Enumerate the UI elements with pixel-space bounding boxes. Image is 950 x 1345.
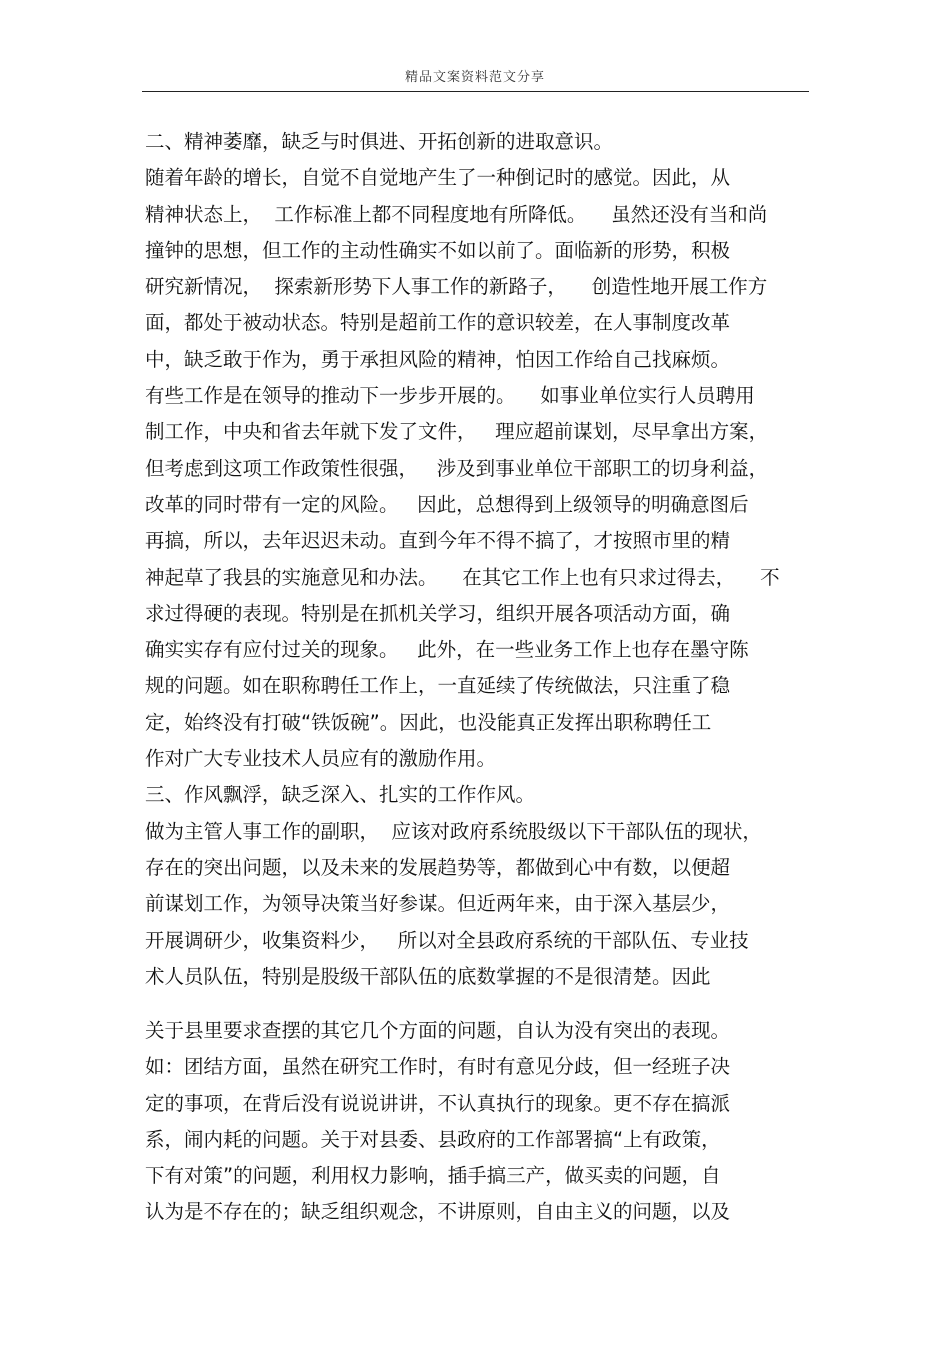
text-line: 再搞，所以，去年迟迟未动。直到今年不得不搞了，才按照市里的精 [145, 529, 731, 553]
text-line: 关于县里要求查摆的其它几个方面的问题，自认为没有突出的表现。 [145, 1019, 731, 1042]
text-line: 精神状态上， 工作标准上都不同程度地有所降低。 虽然还没有当和尚 [145, 202, 768, 226]
text-line: 确实实存有应付过关的现象。 此外，在一些业务工作上也存在墨守陈 [145, 638, 749, 662]
text-line: 面，都处于被动状态。特别是超前工作的意识较差，在人事制度改革 [145, 311, 731, 335]
text-line: 制工作，中央和省去年就下发了文件， 理应超前谋划，尽早拿出方案， [145, 420, 769, 444]
text-line: 存在的突出问题，以及未来的发展趋势等，都做到心中有数，以便超 [145, 855, 731, 879]
section-two-text [145, 1013, 810, 1231]
section-heading: 三、作风飘浮，缺乏深入、扎实的工作作风。 [145, 783, 536, 807]
header-divider [142, 91, 809, 92]
page-header-title: 精品文案资料范文分享 [404, 70, 545, 85]
text-line: 开展调研少，收集资料少， 所以对全县政府系统的干部队伍、专业技 [145, 928, 749, 952]
text-line: 术人员队伍，特别是股级干部队伍的底数掌握的不是很清楚。因此 [145, 964, 711, 988]
text-line: 中，缺乏敢于作为，勇于承担风险的精神，怕因工作给自己找麻烦。 [145, 347, 731, 371]
text-line: 作对广大专业技术人员应有的激励作用。 [145, 747, 497, 771]
text-line: 随着年龄的增长，自觉不自觉地产生了一种倒记时的感觉。因此，从 [145, 166, 731, 190]
text-line: 定的事项，在背后没有说说讲讲，不认真执行的现象。更不存在搞派 [145, 1091, 731, 1115]
section-one-text [145, 124, 810, 995]
text-line: 但考虑到这项工作政策性很强， 涉及到事业单位干部职工的切身利益， [145, 456, 769, 480]
text-line: 认为是不存在的；缺乏组织观念，不讲原则，自由主义的问题，以及 [145, 1200, 731, 1224]
text-line: 神起草了我县的实施意见和办法。 在其它工作上也有只求过得去， 不 [145, 565, 780, 589]
text-line: 系，闹内耗的问题。关于对县委、县政府的工作部署搞“上有政策， [145, 1127, 721, 1151]
text-line: 二、精神萎靡，缺乏与时俱进、开拓创新的进取意识。 [145, 130, 614, 153]
text-line: 规的问题。如在职称聘任工作上，一直延续了传统做法，只注重了稳 [145, 674, 731, 698]
text-line: 如：团结方面，虽然在研究工作时，有时有意见分歧，但一经班子决 [145, 1055, 731, 1079]
text-line: 定，始终没有打破“铁饭碗”。因此，也没能真正发挥出职称聘任工 [145, 710, 712, 734]
text-line: 做为主管人事工作的副职， 应该对政府系统股级以下干部队伍的现状， [145, 819, 762, 843]
text-line: 前谋划工作，为领导决策当好参谋。但近两年来，由于深入基层少， [145, 892, 731, 916]
text-line: 有些工作是在领导的推动下一步步开展的。 如事业单位实行人员聘用 [145, 384, 755, 408]
text-line: 下有对策”的问题，利用权力影响，插手搞三产，做买卖的问题，自 [145, 1164, 721, 1188]
text-line: 撞钟的思想，但工作的主动性确实不如以前了。面临新的形势，积极 [145, 238, 731, 262]
text-line: 求过得硬的表现。特别是在抓机关学习，组织开展各项活动方面，确 [145, 601, 731, 625]
text-line: 研究新情况， 探索新形势下人事工作的新路子， 创造性地开展工作方 [145, 275, 768, 299]
text-line: 改革的同时带有一定的风险。 因此，总想得到上级领导的明确意图后 [145, 492, 749, 516]
